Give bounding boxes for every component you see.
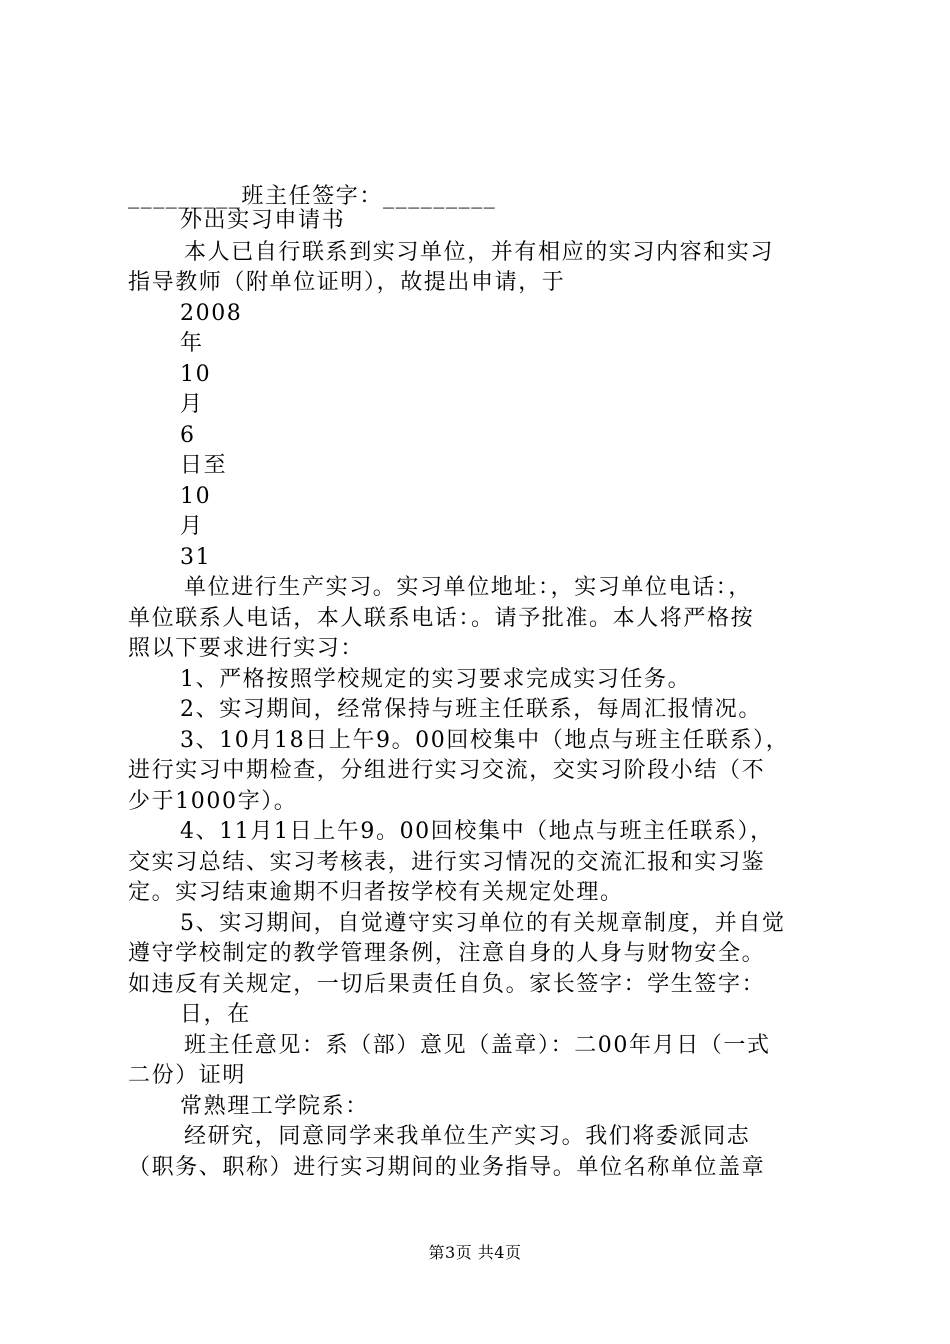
date-fragment: 月 [180, 514, 204, 539]
paragraph-line: 遵守学校制定的教学管理条例，注意自身的人身与财物安全。 [128, 941, 766, 966]
paragraph-line: 日，在 [180, 1002, 251, 1027]
addressee-line: 常熟理工学院系： [180, 1094, 369, 1119]
paragraph-line: 定。实习结束逾期不归者按学校有关规定处理。 [128, 880, 624, 905]
document-title: 外出实习申请书 [180, 208, 346, 233]
requirement-item: 5、实习期间，自觉遵守实习单位的有关规章制度，并自觉 [180, 911, 786, 936]
paragraph-line: 经研究，同意同学来我单位生产实习。我们将委派同志 [184, 1124, 751, 1149]
date-fragment: 6 [180, 423, 196, 448]
requirement-item: 1、严格按照学校规定的实习要求完成实习任务。 [180, 667, 692, 692]
opinion-line: 班主任意见：系（部）意见（盖章）：二00年月日（一式 [184, 1033, 771, 1058]
signature-line: 如违反有关规定，一切后果责任自负。家长签字：学生签字： [128, 972, 766, 997]
paragraph-line: 指导教师（附单位证明），故提出申请，于 [128, 270, 566, 295]
paragraph-line: 本人已自行联系到实习单位，并有相应的实习内容和实习 [184, 240, 775, 265]
teacher-signature-line: _________班主任签字：_________ [128, 184, 497, 209]
requirement-item: 3、10月18日上午9。00回校集中（地点与班主任联系）， [180, 728, 790, 753]
paragraph-line: 少于1000字）。 [128, 789, 298, 814]
paragraph-line: 单位进行生产实习。实习单位地址：，实习单位电话：， [184, 575, 753, 600]
paragraph-line: （职务、职称）进行实习期间的业务指导。单位名称单位盖章 [128, 1155, 766, 1180]
paragraph-line: 进行实习中期检查，分组进行实习交流，交实习阶段小结（不 [128, 758, 766, 783]
paragraph-line: 照以下要求进行实习： [128, 636, 365, 661]
date-fragment: 日至 [180, 453, 228, 478]
date-fragment: 10 [180, 484, 212, 509]
date-fragment: 月 [180, 392, 204, 417]
date-fragment: 31 [180, 545, 212, 570]
paragraph-line: 单位联系人电话，本人联系电话：。请予批准。本人将严格按 [128, 606, 755, 631]
paragraph-line: 交实习总结、实习考核表，进行实习情况的交流汇报和实习鉴 [128, 850, 766, 875]
requirement-item: 4、11月1日上午9。00回校集中（地点与班主任联系）， [180, 819, 774, 844]
requirement-item: 2、实习期间，经常保持与班主任联系，每周汇报情况。 [180, 697, 762, 722]
date-fragment: 年 [180, 331, 204, 356]
date-fragment: 10 [180, 362, 212, 387]
date-fragment: 2008 [180, 301, 243, 326]
paragraph-line: 二份）证明 [128, 1063, 247, 1088]
page-number: 第3页 共4页 [428, 1243, 522, 1262]
